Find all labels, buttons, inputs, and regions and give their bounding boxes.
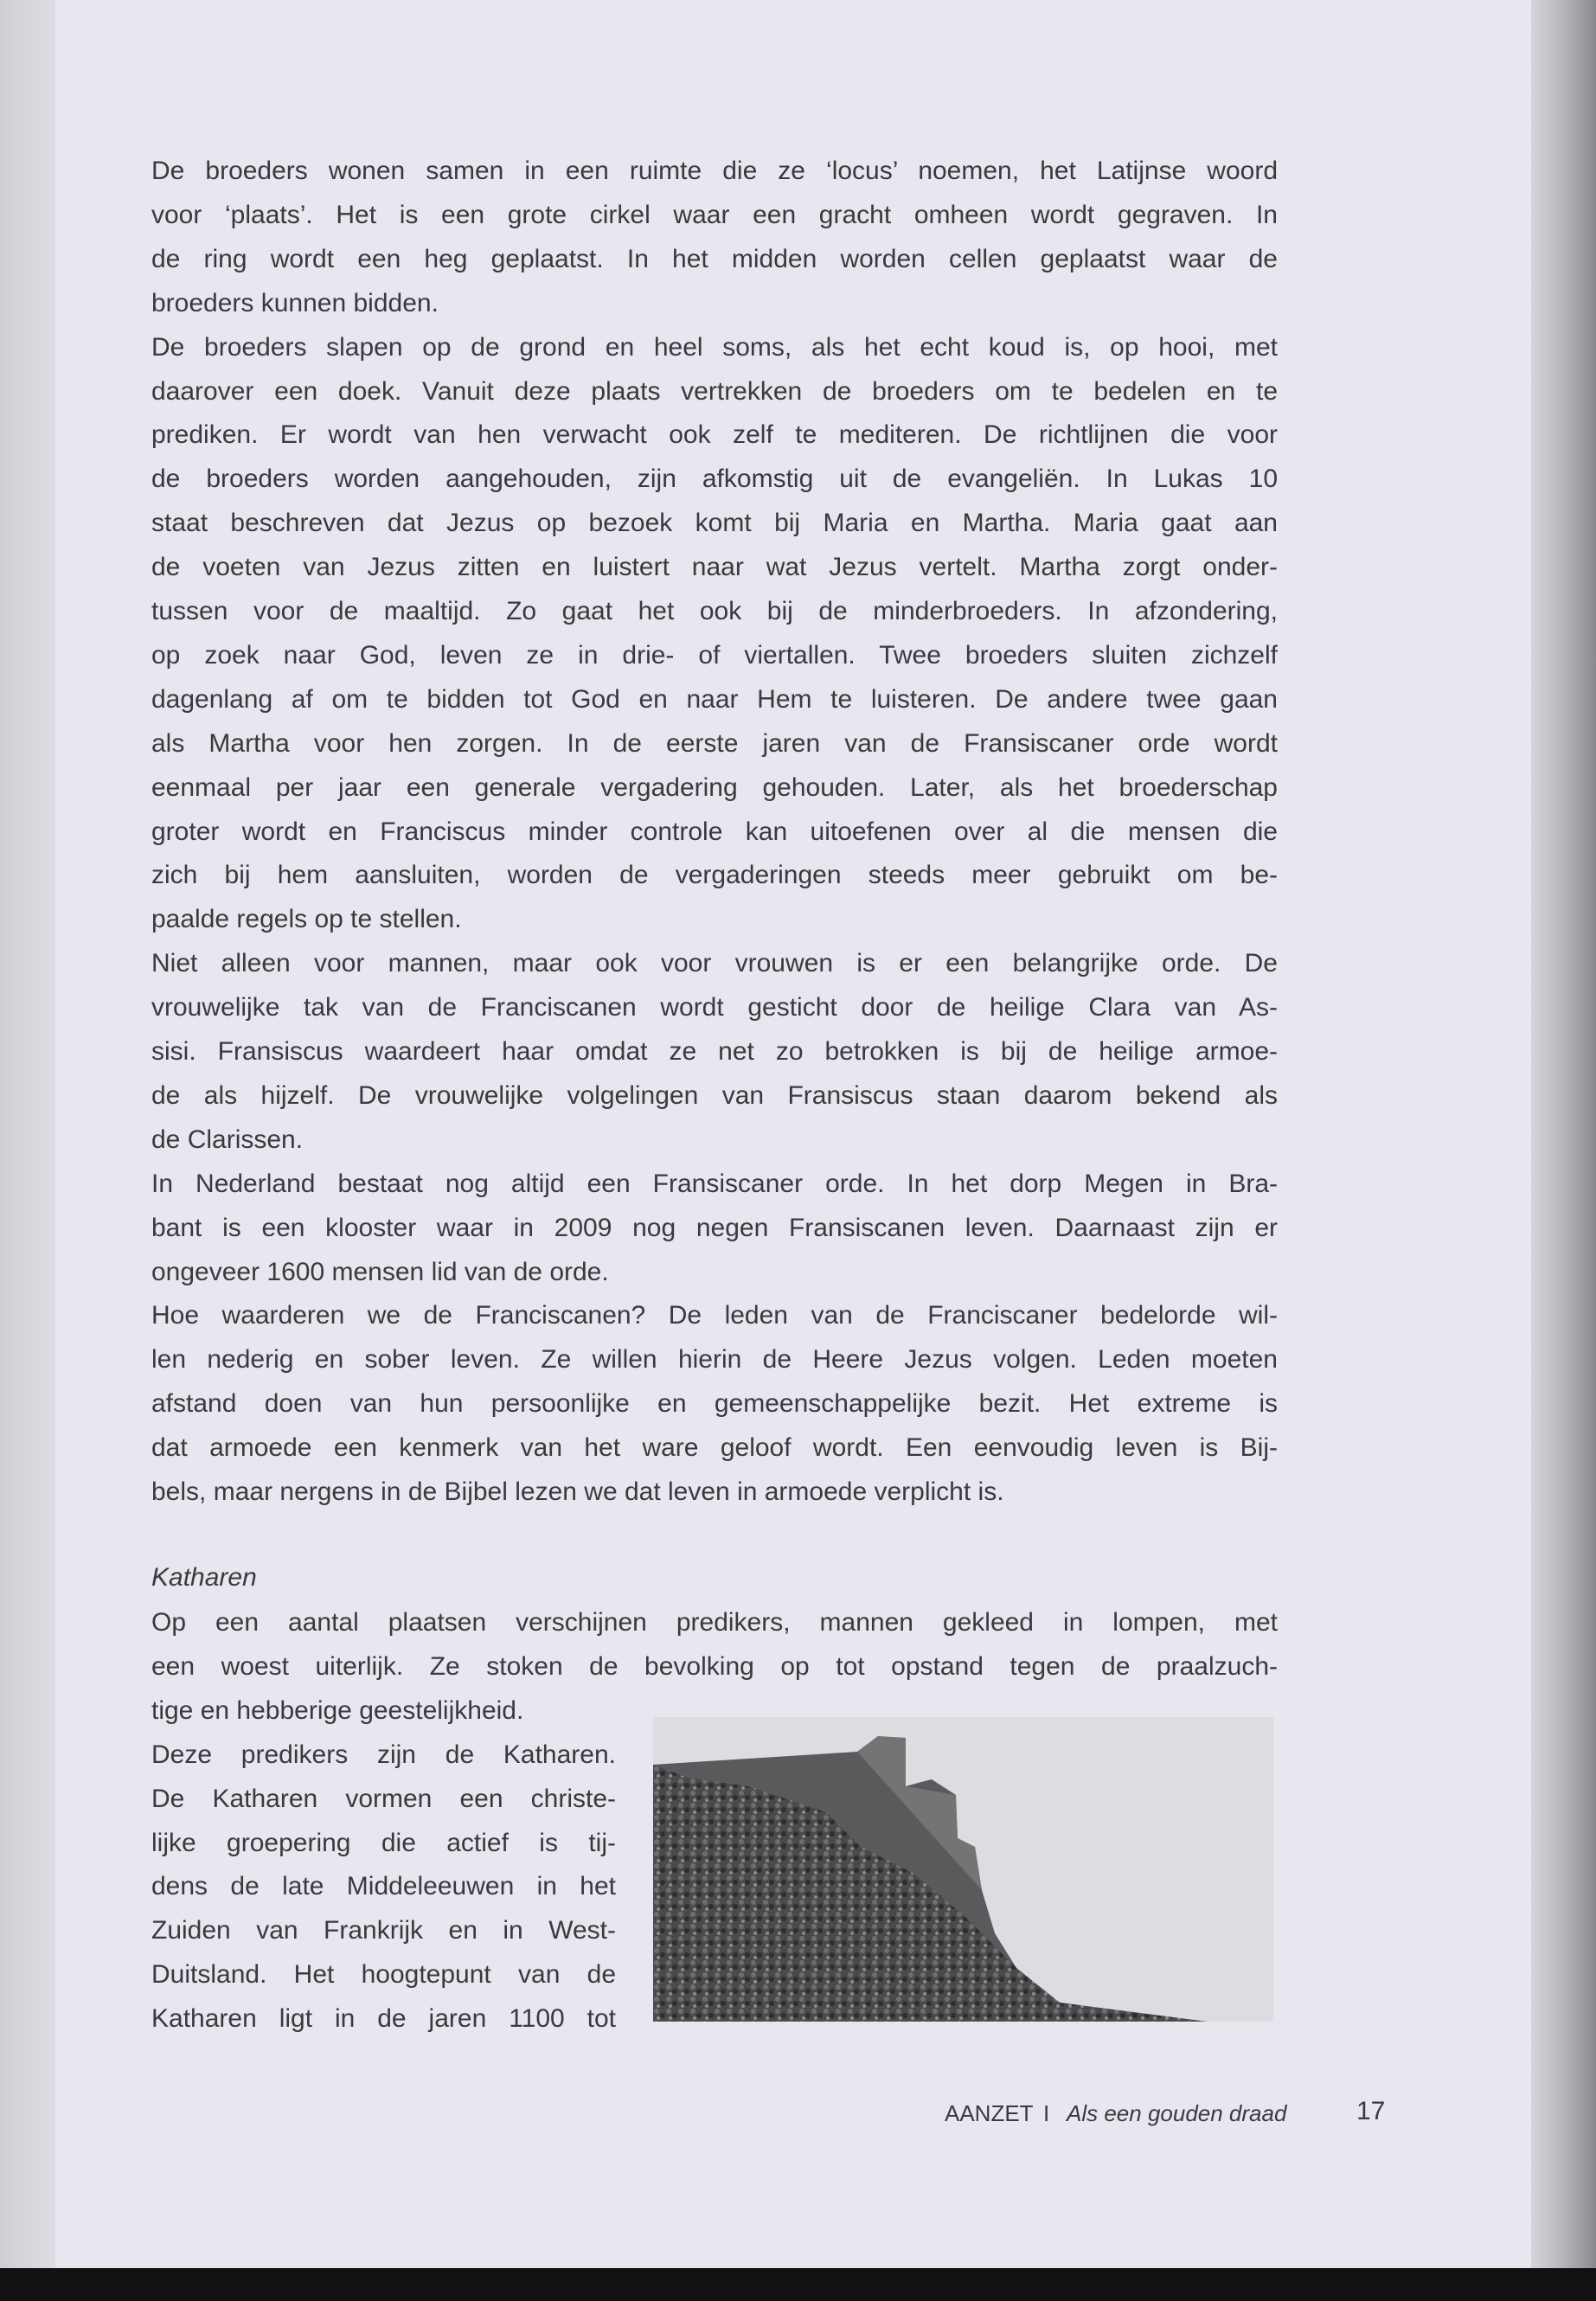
paragraph-line: Duitsland. Het hoogtepunt van de [151,1960,616,1990]
castle-on-hill-image [653,1717,1273,2022]
page-left-edge [0,0,55,2271]
paragraph-line: broeders kunnen bidden. [151,288,439,317]
paragraph-line: tussen voor de maaltijd. Zo gaat het ook bij de minderbroeders. In afzondering, [151,597,1278,625]
paragraph-line: lijke groepering die actief is tij- [151,1828,616,1857]
paragraph-line: een woest uiterlijk. Ze stoken de bevolking op tot opstand tegen de praalzuch- [151,1651,1278,1681]
page-number: 17 [1356,2097,1386,2125]
paragraph-line: vrouwelijke tak van de Franciscanen wordt gesticht door de heilige Clara van As- [151,993,1278,1022]
paragraph-line: daarover een doek. Vanuit deze plaats vertrekken de broeders om te bedelen en te [151,376,1278,406]
paragraph-line: prediken. Er wordt van hen verwacht ook zelf te mediteren. De richtlijnen die voor [151,420,1278,450]
paragraph-line: paalde regels op te stellen. [151,905,462,934]
paragraph-line: de voeten van Jezus zitten en luistert naar wat Jezus vertelt. Martha zorgt onder- [151,553,1278,582]
paragraph-line: staat beschreven dat Jezus op bezoek komt bij Maria en Martha. Maria gaat aan [151,509,1278,538]
paragraph-line: de ring wordt een heg geplaatst. In het midden worden cellen geplaatst waar de [151,244,1278,273]
paragraph-line: ongeveer 1600 mensen lid van de orde. [151,1257,609,1286]
paragraph-line: tige en hebberige geestelijkheid. [151,1695,524,1725]
paragraph-line: De broeders slapen op de grond en heel soms, als het echt koud is, op hooi, met [151,332,1278,362]
paragraph-line: Niet alleen voor mannen, maar ook voor vrouwen is er een belangrijke orde. De [151,949,1278,978]
footer-series: AANZET [945,2100,1034,2126]
paragraph-line: sisi. Fransiscus waardeert haar omdat ze net zo betrokken is bij de heilige armoe- [151,1037,1278,1066]
paragraph-line: Zuiden van Frankrijk en in West- [151,1916,616,1945]
paragraph-line: afstand doen van hun persoonlijke en gemeenschappelijke bezit. Het extreme is [151,1389,1278,1419]
paragraph-line: len nederig en sober leven. Ze willen hierin de Heere Jezus volgen. Leden moeten [151,1345,1278,1375]
paragraph-line: eenmaal per jaar een generale vergadering gehouden. Later, als het broederschap [151,772,1278,802]
paragraph-line: op zoek naar God, leven ze in drie- of viertallen. Twee broeders sluiten zichzelf [151,640,1278,670]
paragraph-line: De broeders wonen samen in een ruimte die ze ‘locus’ noemen, het Latijnse woord [151,157,1278,185]
paragraph-line: Katharen ligt in de jaren 1100 tot [151,2004,616,2034]
scan-bottom-edge [0,2268,1596,2301]
paragraph-line: dagenlang af om te bidden tot God en naar Hem te luisteren. De andere twee gaan [151,684,1278,714]
paragraph-line: Op een aantal plaatsen verschijnen predikers, mannen gekleed in lompen, met [151,1608,1278,1637]
page-right-edge [1531,0,1596,2301]
paragraph-line: bant is een klooster waar in 2009 nog negen Fransiscanen leven. Daarnaast zijn er [151,1213,1278,1242]
paragraph-line: de broeders worden aangehouden, zijn afkomstig uit de evangeliën. In Lukas 10 [151,465,1278,494]
footer-separator: I [1043,2100,1050,2126]
paragraph-line: de Clarissen. [151,1125,304,1154]
paragraph-line: Hoe waarderen we de Franciscanen? De leden van de Franciscaner bedelorde wil- [151,1301,1278,1330]
footer-book-title: Als een gouden draad [1067,2100,1287,2126]
paragraph-line: bels, maar nergens in de Bijbel lezen we dat leven in armoede verplicht is. [151,1477,1004,1506]
paragraph-line: groter wordt en Franciscus minder controle kan uitoefenen over al die mensen die [151,817,1278,846]
paragraph-line: Deze predikers zijn de Katharen. [151,1740,616,1769]
paragraph-line: zich bij hem aansluiten, worden de vergaderingen steeds meer gebruikt om be- [151,861,1278,890]
section-heading-katharen: Katharen [151,1563,257,1592]
paragraph-line: als Martha voor hen zorgen. In de eerste jaren van de Fransiscaner orde wordt [151,728,1278,758]
paragraph-line: de als hijzelf. De vrouwelijke volgelingen van Fransiscus staan daarom bekend als [151,1080,1278,1110]
castle-photo [653,1717,1273,2022]
paragraph-line: dat armoede een kenmerk van het ware geloof wordt. Een eenvoudig leven is Bij- [151,1433,1278,1463]
paragraph-line: voor ‘plaats’. Het is een grote cirkel waar een gracht omheen wordt gegraven. In [151,200,1278,229]
paragraph-line: dens de late Middeleeuwen in het [151,1872,616,1901]
paragraph-line: In Nederland bestaat nog altijd een Fransiscaner orde. In het dorp Megen in Bra- [151,1169,1278,1198]
paragraph-line: De Katharen vormen een christe- [151,1784,616,1813]
